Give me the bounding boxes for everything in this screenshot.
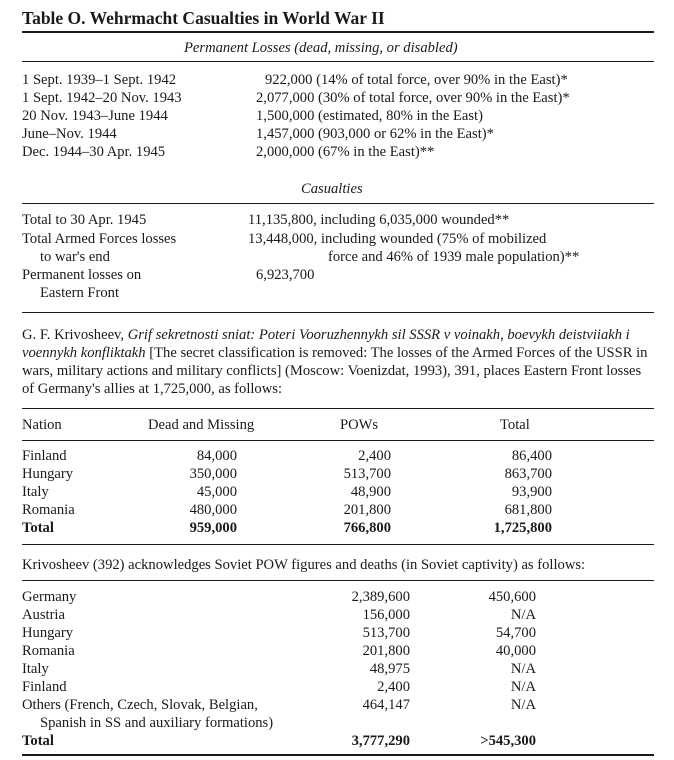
pows-cell: 2,400	[358, 448, 391, 464]
pows-cell: 513,700	[362, 625, 410, 641]
pows-cell: 766,800	[343, 520, 391, 536]
para-text: [The secret classification is removed: The losses of the Armed Forces of the USSR in wars, military actions and military conflicts] (Moscow: Voenizdat, 1993), 391, places Eastern Front losses of Germany's allies at 1,725,000, as follows:	[22, 345, 648, 397]
pows-cell: 464,147	[362, 697, 410, 713]
table-title: Table O. Wehrmacht Casualties in World War II	[22, 8, 385, 28]
allies-top-rule	[22, 408, 654, 409]
dead-cell: 45,000	[196, 484, 237, 500]
book-title: Grif sekretnosti sniat: Poteri Vooruzhennykh sil SSSR v voinakh, boevykh deistviiakh i voennykh konfliktakh	[22, 327, 630, 361]
casualty-value: 6,923,700	[256, 267, 315, 283]
casualties-rule	[22, 203, 654, 204]
nation-cell: Italy	[22, 661, 49, 677]
period-label: 1 Sept. 1942–20 Nov. 1943	[22, 90, 182, 106]
total-cell: 86,400	[511, 448, 552, 464]
pows-cell: 48,975	[369, 661, 410, 677]
deaths-cell: 40,000	[495, 643, 536, 659]
section-rule	[22, 312, 654, 313]
period-value: 1,500,000 (estimated, 80% in the East)	[256, 108, 483, 124]
casualties-heading: Casualties	[301, 181, 363, 197]
total-cell: 863,700	[504, 466, 552, 482]
casualty-label-cont: to war's end	[40, 249, 110, 265]
bottom-rule	[22, 754, 654, 756]
nation-cell: Hungary	[22, 625, 74, 641]
pows-cell: 513,700	[343, 466, 391, 482]
deaths-cell: 54,700	[495, 625, 536, 641]
period-label: 20 Nov. 1943–June 1944	[22, 108, 168, 124]
nation-cell: Romania	[22, 502, 75, 518]
casualty-label: Total Armed Forces losses	[22, 231, 177, 247]
col-header-pows: POWs	[340, 417, 379, 433]
dead-cell: 480,000	[189, 502, 237, 518]
pows-cell: 201,800	[362, 643, 410, 659]
nation-cell: Germany	[22, 589, 77, 605]
col-header-nation: Nation	[22, 417, 62, 433]
period-value: 922,000 (14% of total force, over 90% in the East)*	[265, 72, 568, 88]
pows-cell: 2,400	[377, 679, 410, 695]
nation-cell: Finland	[22, 679, 67, 695]
permanent-rule	[22, 61, 654, 62]
casualty-value: 13,448,000, including wounded (75% of mobilized	[248, 231, 547, 247]
casualty-label: Total to 30 Apr. 1945	[22, 212, 147, 228]
period-value: 1,457,000 (903,000 or 62% in the East)*	[256, 126, 494, 142]
deaths-cell: N/A	[510, 679, 536, 695]
nation-cell: Italy	[22, 484, 49, 500]
nation-cell: Hungary	[22, 466, 74, 482]
deaths-cell: 450,600	[488, 589, 536, 605]
pows-cell: 201,800	[343, 502, 391, 518]
nation-cell: Romania	[22, 643, 75, 659]
dead-cell: 350,000	[189, 466, 237, 482]
title-rule	[22, 31, 654, 33]
source-paragraph	[22, 326, 654, 398]
period-label: Dec. 1944–30 Apr. 1945	[22, 144, 166, 160]
total-cell: 681,800	[504, 502, 552, 518]
col-header-dead: Dead and Missing	[148, 417, 255, 433]
deaths-cell: N/A	[510, 607, 536, 623]
nation-cell: Total	[22, 733, 54, 749]
total-cell: 93,900	[511, 484, 552, 500]
period-label: 1 Sept. 1939–1 Sept. 1942	[22, 72, 177, 88]
casualty-value-cont: force and 46% of 1939 male population)**	[328, 249, 580, 265]
dead-cell: 959,000	[189, 520, 237, 536]
deaths-cell: N/A	[510, 697, 536, 713]
dead-cell: 84,000	[196, 448, 237, 464]
col-header-total: Total	[500, 417, 530, 433]
pows-cell: 2,389,600	[351, 589, 410, 605]
casualty-label: Permanent losses on	[22, 267, 142, 283]
nation-cell-cont: Spanish in SS and auxiliary formations)	[40, 715, 274, 731]
pows-cell: 156,000	[362, 607, 410, 623]
total-cell: 1,725,800	[493, 520, 552, 536]
period-label: June–Nov. 1944	[22, 126, 117, 142]
casualty-value: 11,135,800, including 6,035,000 wounded**	[248, 212, 510, 228]
pows-cell: 3,777,290	[351, 733, 410, 749]
para-text: G. F. Krivosheev,	[22, 327, 128, 343]
casualty-label-cont: Eastern Front	[40, 285, 120, 301]
nation-cell: Others (French, Czech, Slovak, Belgian,	[22, 697, 258, 713]
allies-bottom-rule	[22, 544, 654, 545]
pows-top-rule	[22, 580, 654, 581]
period-value: 2,077,000 (30% of total force, over 90% in the East)*	[256, 90, 570, 106]
allies-header-rule	[22, 440, 654, 441]
deaths-cell: >545,300	[480, 733, 536, 749]
pow-paragraph: Krivosheev (392) acknowledges Soviet POW figures and deaths (in Soviet captivity) as follows:	[22, 557, 586, 573]
permanent-heading: Permanent Losses (dead, missing, or disabled)	[184, 40, 458, 56]
deaths-cell: N/A	[510, 661, 536, 677]
nation-cell: Finland	[22, 448, 67, 464]
period-value: 2,000,000 (67% in the East)**	[256, 144, 435, 160]
pows-cell: 48,900	[350, 484, 391, 500]
nation-cell: Total	[22, 520, 54, 536]
nation-cell: Austria	[22, 607, 65, 623]
